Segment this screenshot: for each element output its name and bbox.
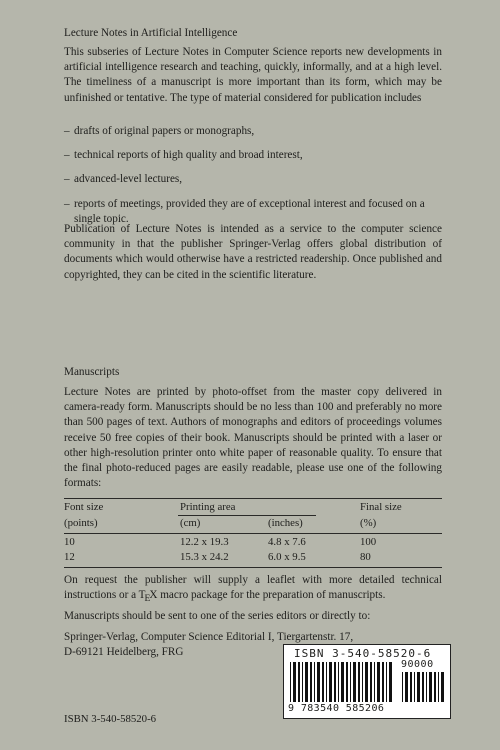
barcode-bar bbox=[370, 662, 372, 702]
ean-bars bbox=[290, 662, 396, 704]
barcode-bar bbox=[377, 662, 380, 702]
header-final-size: Final size bbox=[360, 501, 402, 513]
barcode-bar bbox=[405, 672, 408, 702]
addon-bars bbox=[402, 672, 444, 714]
barcode-bar bbox=[317, 662, 320, 702]
header-printing-area: Printing area bbox=[180, 501, 236, 513]
manuscripts-heading: Manuscripts bbox=[64, 366, 120, 378]
cell-inches: 4.8 x 7.6 bbox=[268, 536, 306, 548]
barcode-bar bbox=[362, 662, 363, 702]
barcode-bar bbox=[314, 662, 315, 702]
barcode-bar bbox=[305, 662, 308, 702]
footer-isbn: ISBN 3-540-58520-6 bbox=[64, 713, 157, 725]
barcode-bar bbox=[426, 672, 427, 702]
barcode-bar bbox=[346, 662, 348, 702]
barcode-bar bbox=[386, 662, 387, 702]
barcode-bar bbox=[329, 662, 332, 702]
material-list bbox=[64, 124, 442, 227]
header-inches: (inches) bbox=[268, 517, 303, 529]
barcode-addon-digits: 90000 bbox=[401, 659, 434, 670]
barcode-bar bbox=[298, 662, 300, 702]
manuscripts-body: Lecture Notes are printed by photo-offset from the master copy delivered in camera-ready form. Manuscripts should be no less than 100 and preferably no more than 500 pages of text. Authors of monographs and editors of proceedings volumes receive 50 free copies of their book. Manuscripts should be printed with a laser or other high-resolution printer onto white paper of reasonable quality. To ensure that the final photo-reduced pages are easily readable, please use one of the following formats: bbox=[64, 386, 442, 490]
cell-font: 12 bbox=[64, 551, 75, 563]
series-title: Lecture Notes in Artificial Intelligence bbox=[64, 27, 238, 39]
series-intro: This subseries of Lecture Notes in Computer Science reports new developments in artificial intelligence research and teaching, quickly, informally, and at a high level. The timeliness of a manuscript is more important than its form, which may be unfinished or tentative. The type of material considered for publication includes bbox=[64, 46, 442, 104]
leaflet-note: On request the publisher will supply a leaflet with more detailed technical instructions or a $T_EX$ macro package for the preparation of manuscripts. bbox=[64, 574, 442, 605]
barcode-bar bbox=[334, 662, 336, 702]
cell-cm: 15.3 x 24.2 bbox=[180, 551, 229, 563]
header-points: (points) bbox=[64, 517, 98, 529]
barcode-bar bbox=[358, 662, 360, 702]
address-line: Springer-Verlag, Computer Science Editorial I, Tiergartenstr. 17, bbox=[64, 631, 354, 643]
barcode-bar bbox=[438, 672, 439, 702]
cell-cm: 12.2 x 19.3 bbox=[180, 536, 229, 548]
header-font-size: Font size bbox=[64, 501, 104, 513]
barcode-bar bbox=[434, 672, 436, 702]
list-item: – reports of meetings, provided they are of exceptional interest and focused on a single topic. bbox=[64, 197, 425, 225]
barcode-bar bbox=[338, 662, 339, 702]
barcode-bar bbox=[353, 662, 356, 702]
barcode-ean-digits: 9 783540 585206 bbox=[288, 703, 385, 714]
barcode-bar bbox=[422, 672, 424, 702]
barcode-bar bbox=[350, 662, 351, 702]
send-to-note: Manuscripts should be sent to one of the series editors or directly to: bbox=[64, 610, 371, 622]
barcode-bar bbox=[293, 662, 296, 702]
barcode-bar bbox=[290, 662, 291, 702]
barcode-bar bbox=[322, 662, 324, 702]
barcode-bar bbox=[302, 662, 303, 702]
barcode-bar bbox=[410, 672, 412, 702]
barcode-bar bbox=[382, 662, 384, 702]
publication-paragraph: Publication of Lecture Notes is intended as a service to the computer science community in that the publisher Springer-Verlag offers global distribution of documents which would otherwise have a restricted readership. Once published and copyrighted, they can be cited in the scientific literature. bbox=[64, 223, 442, 281]
barcode-bar bbox=[341, 662, 344, 702]
barcode-bar bbox=[429, 672, 432, 702]
cell-final: 80 bbox=[360, 551, 371, 563]
table-rule-top bbox=[64, 498, 442, 499]
table-rule-mid bbox=[64, 533, 442, 534]
header-percent: (%) bbox=[360, 517, 377, 529]
barcode-bar bbox=[326, 662, 327, 702]
barcode-bar bbox=[402, 672, 403, 702]
barcode-bar bbox=[389, 662, 392, 702]
cell-inches: 6.0 x 9.5 bbox=[268, 551, 306, 563]
list-item: – drafts of original papers or monographs, bbox=[64, 125, 255, 137]
barcode-bar bbox=[417, 672, 420, 702]
list-item: – technical reports of high quality and broad interest, bbox=[64, 149, 303, 162]
barcode-bar bbox=[310, 662, 312, 702]
list-item: – advanced-level lectures, bbox=[64, 173, 183, 186]
barcode-isbn-label: ISBN 3-540-58520-6 bbox=[294, 647, 432, 660]
barcode-bar bbox=[374, 662, 375, 702]
printing-area-rule bbox=[178, 515, 316, 516]
barcode-bar bbox=[414, 672, 415, 702]
header-cm: (cm) bbox=[180, 517, 201, 529]
barcode-bar bbox=[365, 662, 368, 702]
isbn-barcode bbox=[283, 644, 451, 719]
address-line: D-69121 Heidelberg, FRG bbox=[64, 646, 184, 659]
cell-font: 10 bbox=[64, 536, 75, 548]
cell-final: 100 bbox=[360, 536, 377, 548]
barcode-bar bbox=[441, 672, 444, 702]
table-rule-bottom bbox=[64, 567, 442, 568]
